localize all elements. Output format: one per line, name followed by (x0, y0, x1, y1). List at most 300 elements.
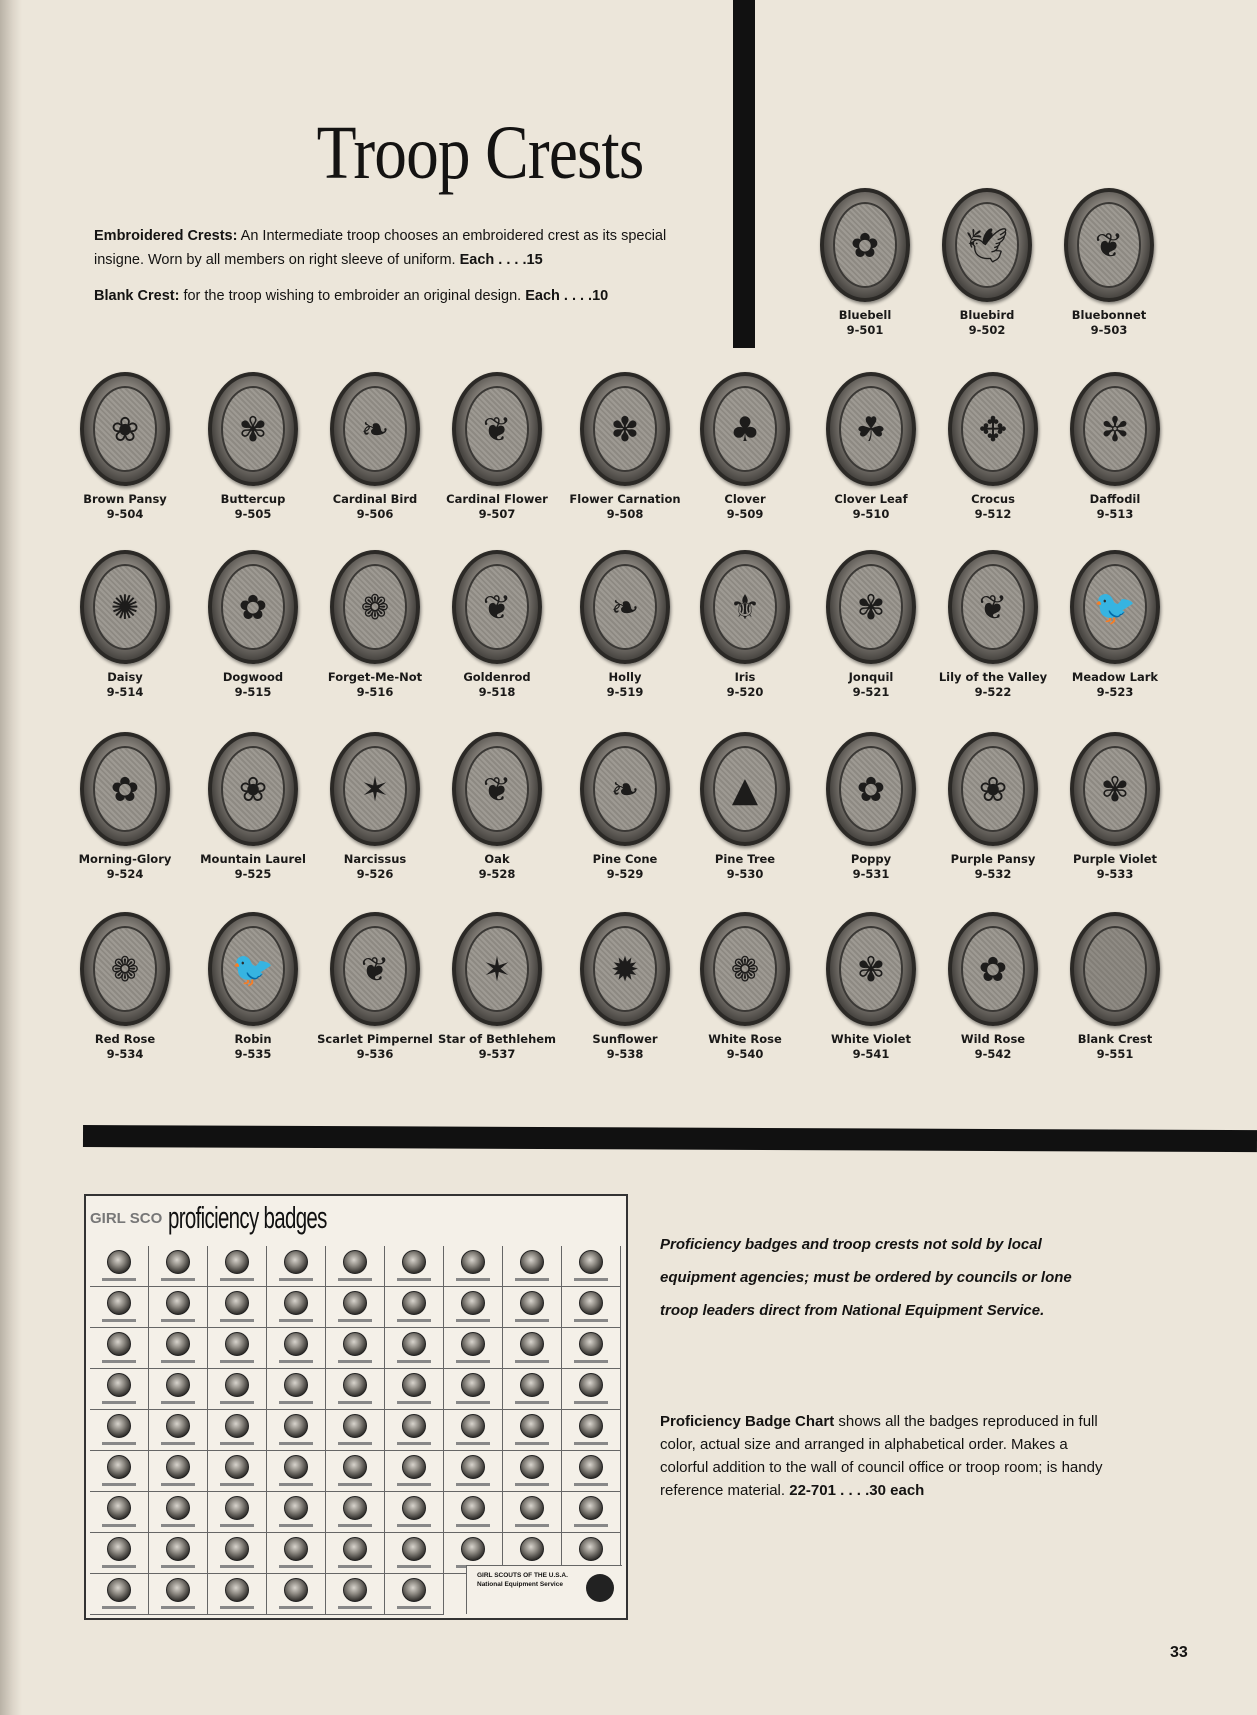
badge-cell (326, 1287, 385, 1328)
crest-emblem: ☘ (855, 410, 887, 450)
badge-caption-mark (161, 1278, 195, 1281)
badge-cell (503, 1246, 562, 1287)
crest-item (928, 550, 1058, 700)
badge-icon (402, 1578, 426, 1602)
crest-name: Morning-Glory (78, 852, 172, 866)
crest-emblem: ✶ (360, 770, 390, 810)
crest-name: Robin (234, 1032, 272, 1046)
badge-cell (267, 1369, 326, 1410)
chart-footer (466, 1565, 622, 1614)
crest-item (188, 912, 318, 1062)
oak-icon (452, 732, 542, 846)
badge-caption-mark (102, 1524, 136, 1527)
badge-icon (520, 1291, 544, 1315)
badge-icon (284, 1496, 308, 1520)
badge-icon (343, 1414, 367, 1438)
crest-item (680, 372, 810, 522)
crest-code: 9-551 (1096, 1047, 1134, 1061)
crest-name: Scarlet Pimpernel (317, 1032, 433, 1046)
crest-label (432, 670, 562, 700)
badge-icon (402, 1373, 426, 1397)
crest-name: Pine Tree (714, 852, 776, 866)
badge-caption-mark (161, 1442, 195, 1445)
badge-icon (579, 1332, 603, 1356)
crest-label (188, 492, 318, 522)
jonquil-icon (826, 550, 916, 664)
red-rose-icon (80, 912, 170, 1026)
badge-caption-mark (574, 1442, 608, 1445)
badge-icon (166, 1496, 190, 1520)
crest-name: Purple Violet (1072, 852, 1158, 866)
pine-cone-icon (580, 732, 670, 846)
dogwood-icon (208, 550, 298, 664)
embroidered-crest-description (94, 224, 694, 272)
crest-item (806, 912, 936, 1062)
wild-rose-icon (948, 912, 1038, 1026)
crest-emblem: ✶ (482, 950, 512, 990)
badge-caption-mark (515, 1319, 549, 1322)
badge-icon (520, 1373, 544, 1397)
crest-label (922, 308, 1052, 338)
crest-code: 9-529 (606, 867, 644, 881)
badge-icon (284, 1455, 308, 1479)
crest-code: 9-536 (356, 1047, 394, 1061)
badge-icon (107, 1496, 131, 1520)
badge-icon (461, 1455, 485, 1479)
crest-code: 9-525 (234, 867, 272, 881)
badge-cell (90, 1451, 149, 1492)
crest-code: 9-531 (852, 867, 890, 881)
crest-code: 9-535 (234, 1047, 272, 1061)
badge-caption-mark (338, 1606, 372, 1609)
badge-cell (90, 1328, 149, 1369)
badge-caption-mark (102, 1606, 136, 1609)
badge-caption-mark (102, 1483, 136, 1486)
crest-name: Clover Leaf (834, 492, 908, 506)
badge-cell (326, 1492, 385, 1533)
crest-name: White Rose (708, 1032, 782, 1046)
badge-caption-mark (279, 1360, 313, 1363)
badge-icon (461, 1414, 485, 1438)
badge-cell (444, 1451, 503, 1492)
badge-cell (503, 1287, 562, 1328)
crest-code: 9-520 (726, 685, 764, 699)
badge-caption-mark (574, 1524, 608, 1527)
badge-caption-mark (574, 1360, 608, 1363)
crest-name: Iris (734, 670, 756, 684)
crest-code: 9-513 (1096, 507, 1134, 521)
crest-name: Bluebonnet (1071, 308, 1147, 322)
badge-caption-mark (161, 1565, 195, 1568)
clover-icon (700, 372, 790, 486)
crest-item (432, 912, 562, 1062)
crest-label (432, 1032, 562, 1062)
badge-icon (461, 1537, 485, 1561)
badge-caption-mark (397, 1401, 431, 1404)
crest-item (560, 912, 690, 1062)
badge-caption-mark (161, 1524, 195, 1527)
badge-cell (444, 1287, 503, 1328)
crest-label (1050, 1032, 1180, 1062)
white-rose-icon (700, 912, 790, 1026)
badge-caption-mark (397, 1278, 431, 1281)
badge-icon (225, 1537, 249, 1561)
bluebird-icon (942, 188, 1032, 302)
badge-caption-mark (161, 1401, 195, 1404)
badge-cell (385, 1369, 444, 1410)
crest-item (432, 372, 562, 522)
badge-icon (579, 1537, 603, 1561)
badge-caption-mark (220, 1606, 254, 1609)
badge-cell (208, 1369, 267, 1410)
crest-name: Forget-Me-Not (327, 670, 423, 684)
crest-label (1050, 852, 1180, 882)
badge-cell (562, 1410, 621, 1451)
badge-caption-mark (515, 1442, 549, 1445)
crest-item (928, 732, 1058, 882)
crest-item (60, 550, 190, 700)
crest-code: 9-516 (356, 685, 394, 699)
crest-item (188, 732, 318, 882)
badge-icon (284, 1373, 308, 1397)
badge-cell (562, 1246, 621, 1287)
badge-cell (562, 1369, 621, 1410)
blank-price: Each . . . .10 (525, 288, 609, 304)
badge-caption-mark (338, 1483, 372, 1486)
crest-name: Crocus (971, 492, 1015, 506)
crest-name: Flower Carnation (569, 492, 681, 506)
crest-emblem: ✥ (978, 410, 1008, 450)
crest-emblem: ✹ (610, 950, 640, 990)
badge-caption-mark (279, 1278, 313, 1281)
badge-caption-mark (220, 1442, 254, 1445)
badge-cell (444, 1369, 503, 1410)
badge-icon (343, 1291, 367, 1315)
crest-name: Star of Bethlehem (437, 1032, 557, 1046)
badge-cell (562, 1451, 621, 1492)
badge-caption-mark (515, 1278, 549, 1281)
crest-emblem: ✿ (238, 588, 268, 628)
crest-label (680, 670, 810, 700)
daisy-icon (80, 550, 170, 664)
crest-emblem: ✼ (1100, 410, 1130, 450)
crest-item (806, 550, 936, 700)
badge-cell (149, 1328, 208, 1369)
badge-cell (90, 1246, 149, 1287)
badge-icon (461, 1496, 485, 1520)
badge-icon (166, 1291, 190, 1315)
clover-leaf-icon (826, 372, 916, 486)
crest-emblem: ❦ (482, 770, 512, 810)
crest-code: 9-524 (106, 867, 144, 881)
badge-icon (343, 1332, 367, 1356)
bluebell-icon (820, 188, 910, 302)
badge-caption-mark (279, 1319, 313, 1322)
crest-emblem: ❦ (978, 588, 1008, 628)
badge-caption-mark (161, 1483, 195, 1486)
goldenrod-icon (452, 550, 542, 664)
badge-caption-mark (397, 1442, 431, 1445)
badge-caption-mark (397, 1565, 431, 1568)
badge-icon (284, 1250, 308, 1274)
badge-cell (503, 1451, 562, 1492)
crest-emblem: ✺ (110, 588, 140, 628)
poppy-icon (826, 732, 916, 846)
badge-cell (208, 1574, 267, 1615)
cardinal-bird-icon (330, 372, 420, 486)
crest-name: Oak (484, 852, 510, 866)
holly-icon (580, 550, 670, 664)
badge-icon (107, 1414, 131, 1438)
badge-cell (444, 1492, 503, 1533)
badge-icon (343, 1373, 367, 1397)
crest-emblem: ✿ (850, 226, 880, 266)
crest-label (680, 1032, 810, 1062)
badge-caption-mark (220, 1319, 254, 1322)
badge-icon (402, 1455, 426, 1479)
crest-name: Poppy (850, 852, 892, 866)
badge-cell (326, 1574, 385, 1615)
crest-label (560, 1032, 690, 1062)
badge-icon (225, 1414, 249, 1438)
brown-pansy-icon (80, 372, 170, 486)
page-title: Troop Crests (316, 111, 644, 195)
badge-icon (520, 1414, 544, 1438)
badge-caption-mark (102, 1401, 136, 1404)
crest-emblem: ❦ (482, 410, 512, 450)
crest-emblem: ❧ (610, 588, 640, 628)
crest-label (60, 492, 190, 522)
crest-name: Brown Pansy (83, 492, 167, 506)
crest-name: Daisy (107, 670, 143, 684)
crest-emblem: 🕊 (965, 226, 1009, 266)
badge-caption-mark (220, 1401, 254, 1404)
crest-item (432, 732, 562, 882)
crest-emblem: ❧ (360, 410, 390, 450)
crest-name: Red Rose (94, 1032, 156, 1046)
narcissus-icon (330, 732, 420, 846)
badge-icon (166, 1578, 190, 1602)
pine-tree-icon (700, 732, 790, 846)
crest-name: Holly (608, 670, 642, 684)
crest-name: Purple Pansy (950, 852, 1036, 866)
badge-caption-mark (515, 1401, 549, 1404)
badge-caption-mark (338, 1401, 372, 1404)
badge-caption-mark (397, 1606, 431, 1609)
forget-me-not-icon (330, 550, 420, 664)
morning-glory-icon (80, 732, 170, 846)
crest-item (680, 912, 810, 1062)
crest-item (310, 912, 440, 1062)
badge-cell (385, 1492, 444, 1533)
badge-cell (208, 1246, 267, 1287)
crest-emblem: ✾ (1100, 770, 1130, 810)
badge-cell (208, 1328, 267, 1369)
meadow-lark-icon (1070, 550, 1160, 664)
bluebonnet-icon (1064, 188, 1154, 302)
badge-cell (267, 1451, 326, 1492)
badge-icon (284, 1537, 308, 1561)
badge-icon (579, 1373, 603, 1397)
badge-icon (225, 1578, 249, 1602)
badge-cell (385, 1451, 444, 1492)
badge-cell (503, 1410, 562, 1451)
crest-emblem: ❀ (238, 770, 268, 810)
badge-cell (503, 1328, 562, 1369)
crest-label (560, 852, 690, 882)
badge-cell (326, 1328, 385, 1369)
badge-cell (385, 1410, 444, 1451)
badge-icon (402, 1291, 426, 1315)
crest-item (188, 550, 318, 700)
badge-caption-mark (397, 1524, 431, 1527)
crest-name: Clover (724, 492, 766, 506)
crest-label (432, 492, 562, 522)
flower-carnation-icon (580, 372, 670, 486)
proficiency-badge-chart-image (84, 1194, 628, 1620)
crest-code: 9-518 (478, 685, 516, 699)
crest-name: Goldenrod (463, 670, 531, 684)
crest-code: 9-537 (478, 1047, 516, 1061)
chart-desc-text: shows all the badges reproduced in full color, actual size and arranged in alphabetical order. Makes a colorful addition to the wall of council office or troop room; is handy reference material. (660, 1413, 1103, 1499)
badge-caption-mark (279, 1565, 313, 1568)
seal-icon (586, 1574, 614, 1602)
badge-icon (107, 1455, 131, 1479)
crest-code: 9-541 (852, 1047, 890, 1061)
badge-icon (343, 1455, 367, 1479)
horizontal-divider (83, 1125, 1257, 1152)
badge-cell (208, 1533, 267, 1574)
badge-caption-mark (338, 1319, 372, 1322)
badge-cell (385, 1246, 444, 1287)
crest-code: 9-504 (106, 507, 144, 521)
badge-chart-description (660, 1410, 1120, 1502)
crest-label (560, 492, 690, 522)
badge-cell (326, 1410, 385, 1451)
crest-label (806, 1032, 936, 1062)
crest-label (806, 852, 936, 882)
badge-cell (149, 1451, 208, 1492)
badge-cell (149, 1492, 208, 1533)
crest-item (800, 188, 930, 338)
badge-cell (385, 1328, 444, 1369)
badge-icon (166, 1373, 190, 1397)
crest-item (560, 732, 690, 882)
crest-label (60, 670, 190, 700)
blank-lead: Blank Crest: (94, 288, 180, 304)
badge-cell (90, 1287, 149, 1328)
badge-icon (520, 1250, 544, 1274)
badge-icon (461, 1332, 485, 1356)
badge-icon (225, 1455, 249, 1479)
crest-emblem: ❧ (610, 770, 640, 810)
badge-cell (385, 1287, 444, 1328)
badge-cell (90, 1574, 149, 1615)
crest-name: Cardinal Bird (332, 492, 418, 506)
badge-cell (267, 1492, 326, 1533)
badge-caption-mark (338, 1524, 372, 1527)
badge-icon (402, 1332, 426, 1356)
page-number: 33 (1170, 1644, 1188, 1661)
badge-caption-mark (338, 1565, 372, 1568)
crest-label (1050, 670, 1180, 700)
crest-label (310, 492, 440, 522)
crest-code: 9-534 (106, 1047, 144, 1061)
badge-caption-mark (338, 1278, 372, 1281)
crest-item (680, 732, 810, 882)
crest-emblem: ✽ (610, 410, 640, 450)
crest-item (928, 912, 1058, 1062)
page-edge (0, 0, 22, 1715)
badge-cell (444, 1328, 503, 1369)
badge-icon (225, 1373, 249, 1397)
badge-cell (149, 1369, 208, 1410)
crest-name: Sunflower (592, 1032, 658, 1046)
badge-cell (326, 1246, 385, 1287)
crocus-icon (948, 372, 1038, 486)
crest-emblem: ✾ (238, 410, 268, 450)
crest-item (1050, 732, 1180, 882)
badge-cell (208, 1451, 267, 1492)
chart-title: proficiency badges (168, 1200, 327, 1235)
crest-item (60, 372, 190, 522)
purple-violet-icon (1070, 732, 1160, 846)
crest-item (560, 550, 690, 700)
crest-emblem: ♣ (729, 410, 761, 450)
badge-cell (90, 1410, 149, 1451)
badge-cell (149, 1533, 208, 1574)
badge-caption-mark (456, 1401, 490, 1404)
badge-caption-mark (279, 1606, 313, 1609)
scarlet-pimpernel-icon (330, 912, 420, 1026)
crest-label (60, 852, 190, 882)
crest-item (1050, 912, 1180, 1062)
crest-emblem: ❦ (1094, 226, 1124, 266)
badge-cell (90, 1369, 149, 1410)
badge-cell (90, 1533, 149, 1574)
badge-cell (90, 1492, 149, 1533)
badge-icon (579, 1414, 603, 1438)
crest-code: 9-515 (234, 685, 272, 699)
buttercup-icon (208, 372, 298, 486)
badge-cell (208, 1287, 267, 1328)
crest-emblem: ❦ (360, 950, 390, 990)
lily-of-the-valley-icon (948, 550, 1038, 664)
crest-emblem: ❀ (978, 770, 1008, 810)
badge-cell (444, 1246, 503, 1287)
badge-cell (503, 1369, 562, 1410)
badge-caption-mark (279, 1524, 313, 1527)
crest-name: Bluebell (838, 308, 892, 322)
crest-label (680, 492, 810, 522)
purple-pansy-icon (948, 732, 1038, 846)
crest-code: 9-528 (478, 867, 516, 881)
badge-icon (520, 1332, 544, 1356)
crest-code: 9-512 (974, 507, 1012, 521)
badge-cell (385, 1574, 444, 1615)
crest-code: 9-514 (106, 685, 144, 699)
badge-icon (166, 1455, 190, 1479)
crest-item (310, 372, 440, 522)
robin-icon (208, 912, 298, 1026)
crest-code: 9-533 (1096, 867, 1134, 881)
crest-name: Wild Rose (960, 1032, 1026, 1046)
crest-item (188, 372, 318, 522)
iris-icon (700, 550, 790, 664)
crest-item (928, 372, 1058, 522)
badge-caption-mark (515, 1524, 549, 1527)
badge-caption-mark (397, 1319, 431, 1322)
